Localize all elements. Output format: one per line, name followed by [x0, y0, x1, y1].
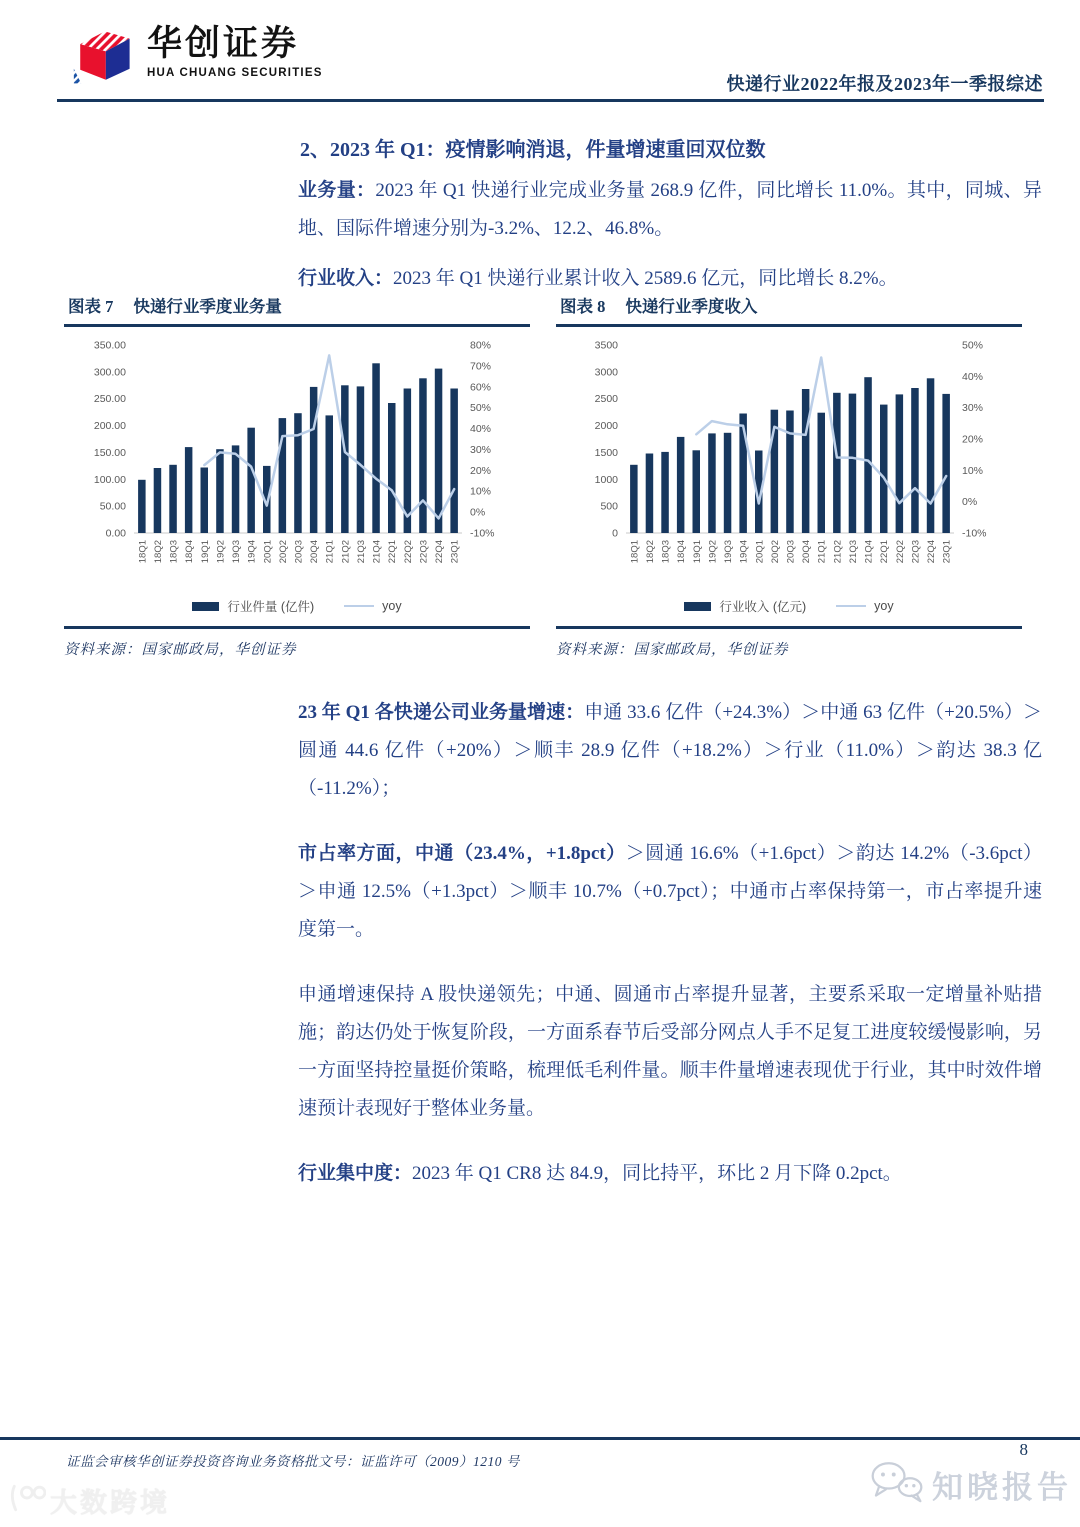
paragraph-text: 申通增速保持 A 股快递领先；中通、圆通市占率提升显著，主要系采取一定增量补贴措施；韵达仍处于恢复阶段，一方面系春节后受部分网点人手不足复工进度较缓慢影响，另一方面坚持控量挺价策略，梳理低毛利件量。顺丰件量增速表现优于行业，其中时效件增速预计表现好于整体业务量。: [298, 984, 1042, 1119]
logo-name-en: HUA CHUANG SECURITIES: [147, 66, 323, 79]
svg-text:21Q4: 21Q4: [371, 540, 383, 564]
svg-text:150.00: 150.00: [93, 446, 126, 459]
watermark-zhixiao: [868, 1458, 1072, 1510]
svg-text:22Q2: 22Q2: [402, 540, 414, 564]
svg-text:20Q3: 20Q3: [293, 540, 305, 564]
chart-legend: [556, 597, 1022, 615]
paragraph: [298, 694, 1042, 808]
svg-text:50%: 50%: [962, 339, 984, 352]
svg-text:3500: 3500: [594, 339, 618, 352]
svg-text:21Q4: 21Q4: [863, 540, 875, 564]
svg-text:21Q1: 21Q1: [324, 540, 336, 564]
svg-text:70%: 70%: [470, 360, 492, 373]
section-heading: 2、2023 年 Q1：疫情影响消退，件量增速重回双位数: [300, 139, 766, 161]
svg-text:60%: 60%: [470, 381, 492, 394]
svg-text:19Q2: 19Q2: [707, 540, 719, 564]
svg-text:19Q1: 19Q1: [691, 540, 703, 564]
figure-source: 资料来源：国家邮政局，华创证券: [64, 641, 297, 658]
bar-legend-label: 行业件量 (亿件): [227, 600, 315, 614]
svg-text:19Q3: 19Q3: [723, 540, 734, 564]
svg-text:18Q3: 18Q3: [660, 540, 672, 564]
figure-8: [556, 291, 1022, 659]
svg-text:19Q4: 19Q4: [738, 540, 750, 564]
watermark-dashu: [6, 1480, 170, 1521]
line-legend-label: yoy: [382, 599, 402, 613]
svg-text:3000: 3000: [594, 366, 618, 379]
paragraphs-bottom: [298, 694, 1042, 1220]
figure-title: 快递行业季度业务量: [133, 297, 282, 316]
svg-text:22Q4: 22Q4: [926, 540, 938, 564]
figure-caption: [64, 291, 530, 327]
paragraph-lead: 行业集中度：: [298, 1163, 413, 1184]
figure-divider: [64, 626, 530, 629]
report-title: 快递行业2022年报及2023年一季报综述: [726, 74, 1043, 94]
page-number: 8: [1019, 1440, 1028, 1459]
svg-text:350.00: 350.00: [93, 339, 126, 352]
svg-text:0%: 0%: [962, 496, 978, 509]
svg-text:30%: 30%: [470, 443, 492, 456]
paragraph-text: 2023 年 Q1 快递行业完成业务量 268.9 亿件，同比增长 11.0%。其中，同城、异地、国际件增速分别为-3.2%、12.2、46.8%。: [298, 180, 1042, 239]
footer-license: 证监会审核华创证券投资咨询业务资格批文号：证监许可（2009）1210 号: [66, 1454, 520, 1469]
svg-text:0%: 0%: [470, 506, 486, 519]
dashu-logo-icon: [6, 1480, 46, 1521]
svg-text:21Q3: 21Q3: [848, 540, 859, 564]
logo-name-cn: 华创证券: [147, 24, 300, 63]
svg-text:40%: 40%: [962, 370, 984, 383]
figure-divider: [556, 626, 1022, 629]
footer-divider: [0, 1437, 1080, 1440]
svg-text:23Q1: 23Q1: [941, 540, 953, 564]
paragraph-text: 申通 33.6 亿件（+24.3%）＞中通 63 亿件（+20.5%）＞圆通 44.6 亿件（+20%）＞顺丰 28.9 亿件（+18.2%）＞行业（11.0%）＞韵达 38.3 亿（-11.2%）；: [298, 702, 1042, 799]
svg-text:80%: 80%: [470, 339, 492, 352]
paragraphs-top: [298, 172, 1042, 311]
svg-text:50%: 50%: [470, 402, 492, 415]
svg-text:19Q2: 19Q2: [215, 540, 227, 564]
figure-tag: 图表 8: [560, 297, 606, 316]
svg-text:22Q1: 22Q1: [387, 540, 399, 564]
svg-text:22Q4: 22Q4: [434, 540, 446, 564]
svg-text:0: 0: [612, 527, 618, 540]
svg-text:21Q1: 21Q1: [816, 540, 828, 564]
svg-text:22Q1: 22Q1: [879, 540, 891, 564]
svg-text:21Q3: 21Q3: [356, 540, 367, 564]
svg-text:30%: 30%: [962, 402, 984, 415]
figure-source: 资料来源：国家邮政局，华创证券: [556, 641, 789, 658]
line-legend-swatch: [836, 605, 866, 607]
svg-text:19Q4: 19Q4: [246, 540, 258, 564]
svg-text:20%: 20%: [470, 464, 492, 477]
svg-text:18Q3: 18Q3: [168, 540, 180, 564]
svg-text:40%: 40%: [470, 423, 492, 436]
svg-text:20Q1: 20Q1: [262, 540, 274, 564]
revenue-bar-line-chart: [556, 333, 1022, 595]
svg-text:18Q4: 18Q4: [676, 540, 688, 564]
svg-text:18Q1: 18Q1: [629, 540, 641, 564]
paragraph-text: ＞圆通 16.6%（+1.6pct）＞韵达 14.2%（-3.6pct）＞申通 12.5%（+1.3pct）＞顺丰 10.7%（+0.7pct）；中通市占率保持第一，市占率提升速度第一。: [298, 843, 1043, 940]
volume-bar-line-chart: [64, 333, 530, 595]
svg-text:19Q1: 19Q1: [199, 540, 211, 564]
svg-text:23Q1: 23Q1: [449, 540, 461, 564]
svg-text:18Q2: 18Q2: [644, 540, 656, 564]
figure-caption: [556, 291, 1022, 327]
svg-text:22Q2: 22Q2: [894, 540, 906, 564]
svg-text:0.00: 0.00: [105, 527, 126, 540]
huachuang-logo: [72, 26, 323, 91]
svg-text:300.00: 300.00: [93, 366, 126, 379]
huachuang-cube-icon: [72, 26, 136, 91]
svg-text:500: 500: [600, 500, 618, 513]
bar-legend-swatch: [192, 602, 219, 611]
svg-text:22Q3: 22Q3: [418, 540, 430, 564]
svg-text:20Q4: 20Q4: [801, 540, 813, 564]
bar-legend-label: 行业收入 (亿元): [719, 600, 807, 614]
svg-text:50.00: 50.00: [99, 500, 126, 513]
paragraph: [298, 172, 1042, 247]
svg-text:20Q2: 20Q2: [769, 540, 781, 564]
header-divider: [57, 99, 1044, 102]
svg-text:21Q2: 21Q2: [340, 540, 352, 564]
paragraph: [298, 976, 1042, 1128]
svg-text:-10%: -10%: [470, 527, 495, 540]
bar-legend-swatch: [684, 602, 711, 611]
paragraph-lead: 23 年 Q1 各快递公司业务量增速：: [298, 702, 585, 723]
svg-text:20Q2: 20Q2: [277, 540, 289, 564]
svg-text:100.00: 100.00: [93, 473, 126, 486]
paragraph-lead: 业务量：: [298, 180, 376, 201]
paragraph-text: 2023 年 Q1 CR8 达 84.9，同比持平，环比 2 月下降 0.2pct。: [412, 1163, 902, 1184]
svg-text:2500: 2500: [594, 393, 618, 406]
paragraph: [298, 835, 1042, 949]
svg-text:10%: 10%: [470, 485, 492, 498]
paragraph-lead: 市占率方面，中通（23.4%，+1.8pct）: [298, 843, 626, 864]
svg-text:-10%: -10%: [962, 527, 987, 540]
svg-text:20Q3: 20Q3: [785, 540, 797, 564]
line-legend-swatch: [344, 605, 374, 607]
svg-text:20Q1: 20Q1: [754, 540, 766, 564]
watermark-text: 大数跨境: [50, 1488, 170, 1518]
svg-text:250.00: 250.00: [93, 393, 126, 406]
svg-text:19Q3: 19Q3: [231, 540, 242, 564]
paragraph-text: 2023 年 Q1 快递行业累计收入 2589.6 亿元，同比增长 8.2%。: [393, 268, 898, 289]
line-legend-label: yoy: [874, 599, 894, 613]
chart-legend: [64, 597, 530, 615]
svg-text:20%: 20%: [962, 433, 984, 446]
paragraph: [298, 1155, 1042, 1193]
svg-text:18Q2: 18Q2: [152, 540, 164, 564]
figure-row: [64, 291, 1022, 659]
svg-text:1500: 1500: [594, 446, 618, 459]
watermark-text: 知晓报告: [932, 1469, 1072, 1505]
paragraph-lead: 行业收入：: [298, 268, 394, 289]
svg-text:20Q4: 20Q4: [309, 540, 321, 564]
chat-bubbles-icon: [868, 1458, 926, 1510]
svg-text:18Q4: 18Q4: [184, 540, 196, 564]
svg-text:1000: 1000: [594, 473, 618, 486]
figure-title: 快递行业季度收入: [625, 297, 758, 316]
figure-7: [64, 291, 530, 659]
svg-text:10%: 10%: [962, 464, 984, 477]
svg-text:22Q3: 22Q3: [910, 540, 922, 564]
svg-text:200.00: 200.00: [93, 420, 126, 433]
svg-text:2000: 2000: [594, 420, 618, 433]
figure-tag: 图表 7: [68, 297, 114, 316]
svg-text:21Q2: 21Q2: [832, 540, 844, 564]
svg-text:18Q1: 18Q1: [137, 540, 149, 564]
